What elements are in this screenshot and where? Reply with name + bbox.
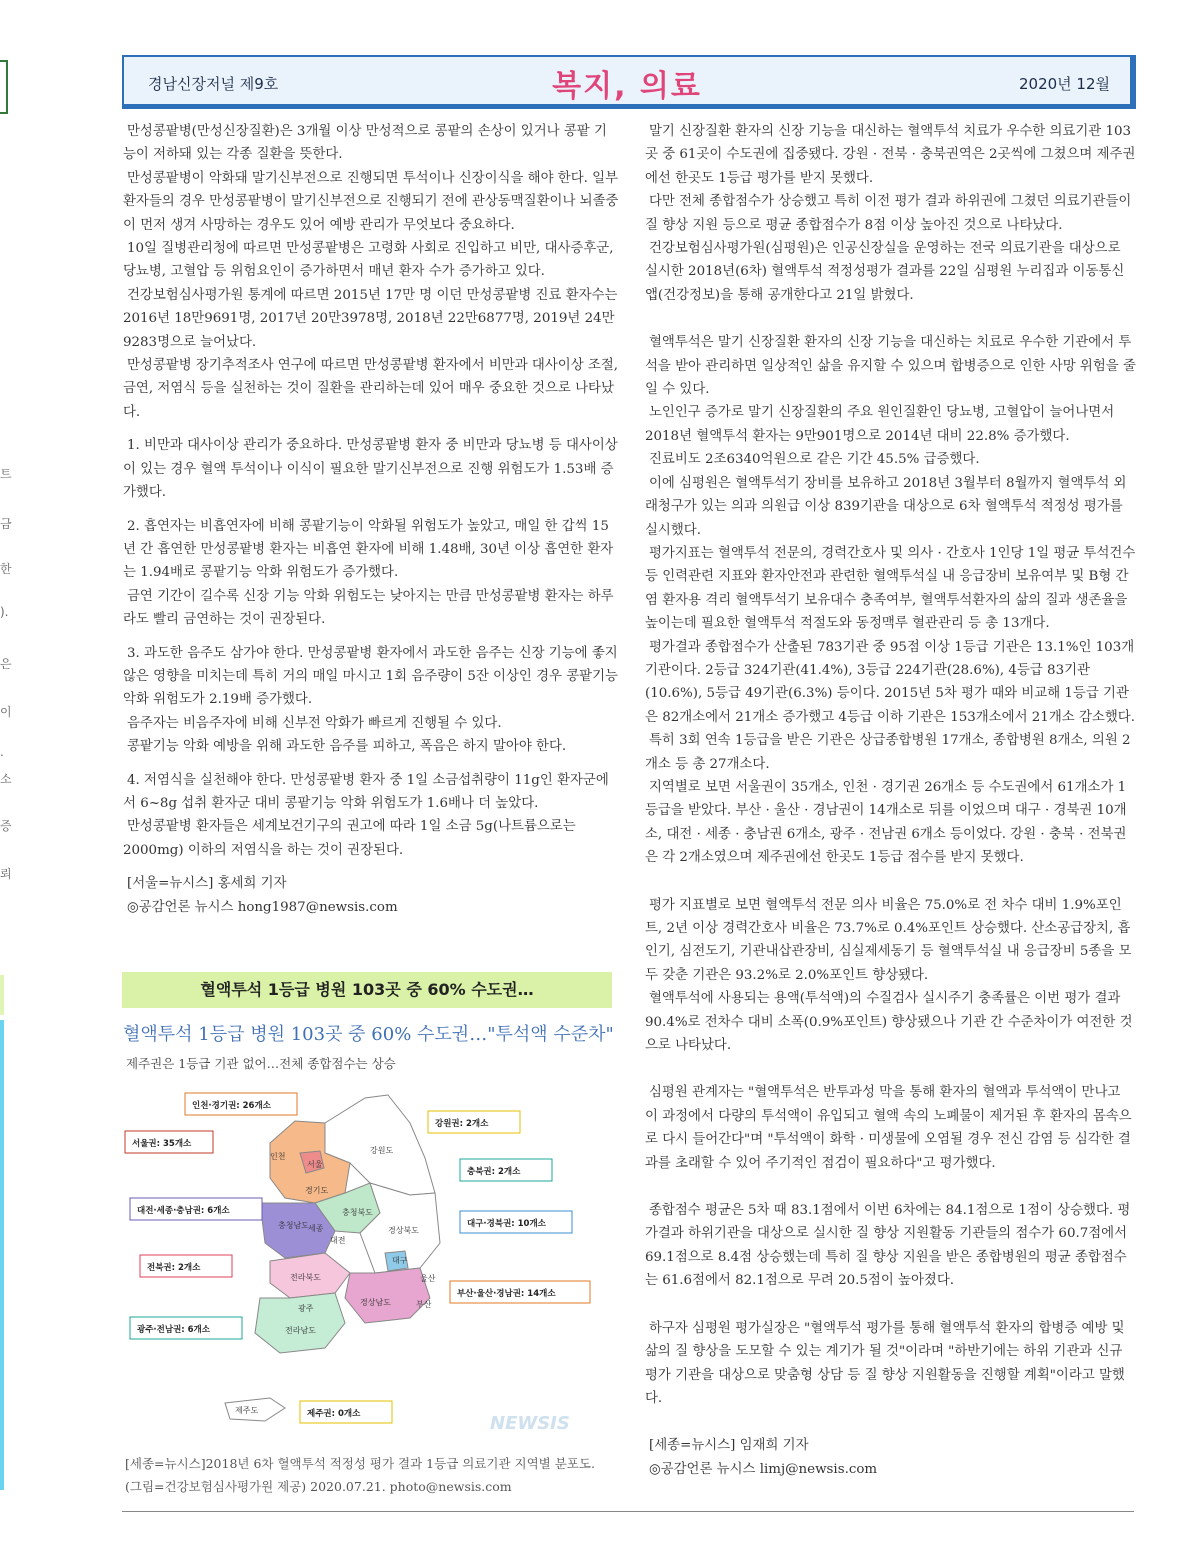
paragraph-gap — [123, 862, 619, 872]
article-paragraph: 다만 전체 종합점수가 상승했고 특히 이전 평가 결과 하위권에 그쳤던 의료기관들이 질 향상 지원 등으로 평균 종합점수가 8점 이상 높아진 것으로 나타났다. — [645, 194, 1132, 233]
map-region-name: 울산 — [420, 1274, 436, 1283]
map-region-name: 경기도 — [305, 1186, 329, 1195]
article-paragraph: 평가결과 종합점수가 산출된 783기관 중 95점 이상 1등급 기관은 13.1%인 103개 기관이다. 2등급 324기관(41.4%), 3등급 224기관(28.6%), 4등급 83기관(10.6%), 5등급 49기관(6.3%) 등이다. 2015년 5차 평가 때와 비교해 1등급 기관은 82개소에서 21개소 증가했고 4등급 이하 기관은 153개소에서 21개소 감소했다. — [645, 639, 1135, 725]
article-paragraph: 건강보험심사평가원(심평원)은 인공신장실을 운영하는 전국 의료기관을 대상으로 실시한 2018년(6차) 혈액투석 적정성평가 결과를 22일 심평원 누리집과 이동통신 앱(건강정보)을 통해 공개한다고 21일 밝혔다. — [645, 241, 1125, 303]
map-region-name: 전라남도 — [285, 1326, 316, 1335]
korea-dialysis-map — [120, 1083, 600, 1438]
map-region-name: 제주도 — [235, 1406, 259, 1415]
article-paragraph: 특히 3회 연속 1등급을 받은 기관은 상급종합병원 17개소, 종합병원 8개소, 의원 2개소 등 총 27개소다. — [645, 733, 1131, 772]
article-paragraph: 음주자는 비음주자에 비해 신부전 악화가 빠르게 진행될 수 있다. — [127, 715, 502, 731]
paragraph-gap — [123, 759, 619, 769]
svg-text:강원권: 2개소: 강원권: 2개소 — [435, 1119, 489, 1129]
map-region-name: 전라북도 — [290, 1273, 321, 1282]
map-label — [140, 1255, 232, 1277]
publication-name: 경남신장저널 제9호 — [148, 75, 279, 93]
page-header — [122, 55, 1136, 109]
map-region-name: 부산 — [416, 1300, 432, 1309]
svg-text:부산·울산·경남권: 14개소: 부산·울산·경남권: 14개소 — [457, 1289, 556, 1299]
margin-char: 한 — [0, 562, 12, 576]
article-paragraph: 1. 비만과 대사이상 관리가 중요하다. 만성콩팥병 환자 중 비만과 당뇨병 등 대사이상이 있는 경우 혈액 투석이나 이식이 필요한 말기신부전으로 진행 위험도가 1.53배 증가했다. — [123, 438, 618, 501]
svg-text:광주·전남권: 6개소: 광주·전남권: 6개소 — [137, 1325, 210, 1335]
article-paragraph: 지역별로 보면 서울권이 35개소, 인천 · 경기권 26개소 등 수도권에서 61개소가 1등급을 받았다. 부산 · 울산 · 경남권이 14개소로 뒤를 이었으며 대구 · 경북권 10개소, 대전 · 세종 · 충남권 6개소, 광주 · 전남권 6개소 등이었다. 강원 · 충북 · 전북권은 각 2개소였으며 제주권에선 한곳도 1등급 점수를 받지 못했다. — [645, 779, 1127, 866]
map-region-name: 충청북도 — [342, 1208, 373, 1217]
article-paragraph: ◎공감언론 뉴시스 hong1987@newsis.com — [127, 899, 398, 915]
article-paragraph: 평가지표는 혈액투석 전문의, 경력간호사 및 의사 · 간호사 1인당 1일 평균 투석건수 등 인력관련 지표와 환자안전과 관련한 혈액투석실 내 응급장비 보유여부 및 B형 간염 환자용 격리 혈액투석기 보유대수 충족여부, 혈액투석환자의 삶의 질과 생존율을 높이는데 필요한 혈액투석 적절도와 동정맥루 혈관관리 등 총 13개다. — [645, 545, 1136, 632]
article-paragraph: 진료비도 2조6340억원으로 같은 기간 45.5% 급증했다. — [649, 452, 980, 468]
paragraph-gap — [645, 870, 1137, 894]
paragraph-gap — [645, 1175, 1137, 1199]
margin-char: 뢰 — [0, 867, 12, 881]
article-paragraph: ◎공감언론 뉴시스 limj@newsis.com — [649, 1461, 878, 1477]
article-paragraph: 만성콩팥병 장기추적조사 연구에 따르면 만성콩팥병 환자에서 비만과 대사이상 조절, 금연, 저염식 등을 실천하는 것이 질환을 관리하는데 있어 매우 중요한 것으로 나타났다. — [123, 358, 619, 420]
article-paragraph: 심평원 관계자는 "혈액투석은 반투과성 막을 통해 환자의 혈액과 투석액이 만나고 이 과정에서 다량의 투석액이 유입되고 혈액 속의 노폐물이 제거된 후 환자의 몸속으로 다시 들어간다"며 "투석액이 화학 · 미생물에 오염될 경우 전신 감염 등 심각한 결과를 초래할 수 있어 주기적인 점검이 필요하다"고 평가했다. — [645, 1085, 1132, 1171]
article-paragraph: 혈액투석은 말기 신장질환 환자의 신장 기능을 대신하는 치료로 우수한 기관에서 투석을 받아 관리하면 일상적인 삶을 유지할 수 있으며 합병증으로 인한 사망 위험을 줄일 수 있다. — [645, 335, 1136, 398]
svg-text:제주권: 0개소: 제주권: 0개소 — [307, 1409, 361, 1419]
article-paragraph: 만성콩팥병이 악화돼 말기신부전으로 진행되면 투석이나 신장이식을 해야 한다. 일부 환자들의 경우 만성콩팥병이 말기신부전으로 진행되기 전에 관상동맥질환이나 뇌졸중이 먼저 생겨 사망하는 경우도 있어 예방 관리가 무엇보다 중요하다. — [123, 170, 619, 233]
article-banner: 혈액투석 1등급 병원 103곳 중 60% 수도권… — [122, 972, 612, 1008]
left-article-column — [123, 120, 619, 919]
margin-char: 증 — [0, 819, 12, 833]
margin-char: 은 — [0, 657, 12, 671]
article-paragraph: 이에 심평원은 혈액투석기 장비를 보유하고 2018년 3월부터 8월까지 혈액투석 외래청구가 있는 의과 의원급 이상 839기관을 대상으로 6차 혈액투석 적정성 평가를 실시했다. — [645, 475, 1127, 538]
paragraph-gap — [123, 632, 619, 642]
map-region-jeonnam — [255, 1293, 345, 1353]
margin-char: 트 — [0, 467, 12, 481]
svg-text:대구·경북권: 10개소: 대구·경북권: 10개소 — [467, 1219, 546, 1229]
map-region-name: 광주 — [298, 1304, 314, 1313]
map-label — [460, 1211, 572, 1233]
map-region-name: 강원도 — [370, 1146, 394, 1155]
map-label — [130, 1198, 262, 1220]
margin-char: 이 — [0, 705, 12, 719]
paragraph-gap — [645, 1293, 1137, 1317]
article-paragraph: 하구자 심평원 평가실장은 "혈액투석 평가를 통해 혈액투석 환자의 합병증 예방 및 삶의 질 향상을 도모할 수 있는 계기가 될 것"이라며 "하반기에는 하위 기관과 신규 평가 기관을 대상으로 맞춤형 상담 등 질 향상 지원활동을 진행할 계획"이라고 말했다. — [645, 1320, 1125, 1406]
figure-caption — [125, 1452, 595, 1498]
article-paragraph: 말기 신장질환 환자의 신장 기능을 대신하는 혈액투석 치료가 우수한 의료기관 103곳 중 61곳이 수도권에 집중됐다. 강원 · 전북 · 충북권역은 2곳씩에 그쳤으며 제주권에선 한곳도 1등급 평가를 받지 못했다. — [645, 124, 1136, 186]
paragraph-gap — [123, 505, 619, 515]
svg-text:충북권: 2개소: 충북권: 2개소 — [467, 1167, 521, 1177]
article-paragraph: 건강보험심사평가원 통계에 따르면 2015년 17만 명 이던 만성콩팥병 진료 환자수는 2016년 18만9691명, 2017년 20만3978명, 2018년 22만6877명, 2019년 24만9283명으로 늘어났다. — [123, 287, 618, 350]
map-region-name: 대전 — [330, 1236, 346, 1245]
map-region-name: 경상북도 — [388, 1226, 419, 1235]
article-paragraph: 종합점수 평균은 5차 때 83.1점에서 이번 6차에는 84.1점으로 1점이 상승했다. 평가결과 하위기관을 대상으로 실시한 질 향상 지원활동 기관들의 점수가 60.7점에서 69.1점으로 8.4점 상승했는데 특히 질 향상 지원을 받은 종합병원의 평균 종합점수는 61.6점에서 82.1점으로 무려 20.5점이 높아졌다. — [645, 1203, 1131, 1289]
article-paragraph: 만성콩팥병(만성신장질환)은 3개월 이상 만성적으로 콩팥의 손상이 있거나 콩팥 기능이 저하돼 있는 각종 질환을 뜻한다. — [123, 124, 607, 163]
article-paragraph: 콩팥기능 악화 예방을 위해 과도한 음주를 피하고, 폭음은 하지 말아야 한다. — [127, 739, 567, 755]
map-label — [450, 1281, 590, 1303]
article-paragraph: 만성콩팥병 환자들은 세계보건기구의 권고에 따라 1일 소금 5g(나트륨으로는 2000mg) 이하의 저염식을 하는 것이 권장된다. — [123, 819, 576, 858]
map-watermark: NEWSIS — [490, 1413, 570, 1434]
map-label — [185, 1093, 297, 1115]
map-region-name: 세종 — [308, 1224, 324, 1233]
map-label — [428, 1111, 520, 1133]
caption-line: (그림=건강보험심사평가원 제공) 2020.07.21. photo@newsis.com — [125, 1479, 512, 1494]
map-region-name: 인천 — [270, 1152, 286, 1161]
paragraph-gap — [645, 307, 1137, 331]
article-paragraph: [서울=뉴시스] 홍세희 기자 — [127, 876, 287, 892]
news-headline: 혈액투석 1등급 병원 103곳 중 60% 수도권…"투석액 수준차" — [123, 1024, 614, 1045]
map-label — [460, 1159, 552, 1181]
map-region-name: 충청남도 — [278, 1221, 309, 1230]
article-paragraph: 4. 저염식을 실천해야 한다. 만성콩팥병 환자 중 1일 소금섭취량이 11g인 환자군에서 6~8g 섭취 환자군 대비 콩팥기능 악화 위험도가 1.6배나 더 높았다. — [123, 772, 609, 811]
map-region-name: 서울 — [307, 1160, 323, 1169]
paragraph-gap — [645, 1410, 1137, 1434]
article-paragraph: 10일 질병관리청에 따르면 만성콩팥병은 고령화 사회로 진입하고 비만, 대사증후군, 당뇨병, 고혈압 등 위험요인이 증가하면서 매년 환자 수가 증가하고 있다. — [123, 241, 614, 280]
map-region-gyeongnam — [345, 1268, 430, 1323]
article-paragraph: 혈액투석에 사용되는 용액(투석액)의 수질검사 실시주기 충족률은 이번 평가 결과 90.4%로 전차수 대비 소폭(0.9%포인트) 향상됐으나 기관 간 수준차이가 여전한 것으로 나타났다. — [645, 991, 1133, 1054]
caption-line: [세종=뉴시스]2018년 6차 혈액투석 적정성 평가 결과 1등급 의료기관 지역별 분포도. — [125, 1456, 595, 1471]
svg-text:서울권: 35개소: 서울권: 35개소 — [132, 1139, 192, 1149]
article-paragraph: 노인인구 증가로 말기 신장질환의 주요 원인질환인 당뇨병, 고혈압이 늘어나면서 2018년 혈액투석 환자는 9만901명으로 2014년 대비 22.8% 증가했다. — [645, 405, 1115, 444]
paragraph-gap — [645, 1057, 1137, 1081]
margin-char: 소 — [0, 772, 12, 786]
section-title: 복지, 의료 — [552, 69, 702, 104]
map-region-name: 대구 — [392, 1256, 408, 1265]
margin-char: 금 — [0, 517, 12, 531]
map-label — [130, 1317, 242, 1339]
map-label — [300, 1401, 392, 1423]
article-paragraph: 3. 과도한 음주도 삼가야 한다. 만성콩팥병 환자에서 과도한 음주는 신장 기능에 좋지 않은 영향을 미치는데 특히 거의 매일 마시고 1회 음주량이 5잔 이상인 경우 콩팥기능 악화 위험도가 2.19배 증가했다. — [123, 645, 618, 708]
svg-text:인천·경기권: 26개소: 인천·경기권: 26개소 — [192, 1101, 271, 1111]
map-region-name: 경상남도 — [360, 1298, 391, 1307]
article-paragraph: 평가 지표별로 보면 혈액투석 전문 의사 비율은 75.0%로 전 차수 대비 1.9%포인트, 2년 이상 경력간호사 비율은 73.7%로 0.4%포인트 상승했다. 산소공급장치, 흡인기, 심전도기, 기관내삽관장비, 심실제세동기 등 혈액투석실 내 응급장비 5종을 모두 갖춘 기관은 93.2%로 2.0%포인트 향상됐다. — [645, 897, 1132, 983]
article-paragraph: [세종=뉴시스] 임재희 기자 — [649, 1438, 809, 1454]
svg-text:대전·세종·충남권: 6개소: 대전·세종·충남권: 6개소 — [137, 1206, 230, 1216]
margin-char: ). — [0, 605, 9, 619]
article-paragraph: 금연 기간이 길수록 신장 기능 악화 위험도는 낮아지는 만큼 만성콩팥병 환자는 하루라도 빨리 금연하는 것이 권장된다. — [123, 588, 614, 628]
paragraph-gap — [123, 424, 619, 434]
article-paragraph: 2. 흡연자는 비흡연자에 비해 콩팥기능이 악화될 위험도가 높았고, 매일 한 갑씩 15년 간 흡연한 만성콩팥병 환자는 비흡연 환자에 비해 1.48배, 30년 이상 흡연한 환자는 1.94배로 콩팥기능 악화 위험도가 증가했다. — [123, 518, 614, 581]
map-label — [125, 1131, 213, 1153]
left-margin-bar-blue — [0, 1020, 4, 1490]
left-margin-bar — [0, 975, 4, 1015]
page-footer-rule — [122, 1511, 1134, 1512]
news-subheadline: 제주권은 1등급 기관 없어…전체 종합점수는 상승 — [126, 1056, 396, 1071]
issue-date: 2020년 12월 — [1018, 75, 1110, 93]
right-article-column — [645, 120, 1137, 1481]
margin-char: . — [0, 745, 4, 759]
svg-text:전북권: 2개소: 전북권: 2개소 — [147, 1263, 201, 1273]
left-margin-box — [0, 60, 8, 114]
